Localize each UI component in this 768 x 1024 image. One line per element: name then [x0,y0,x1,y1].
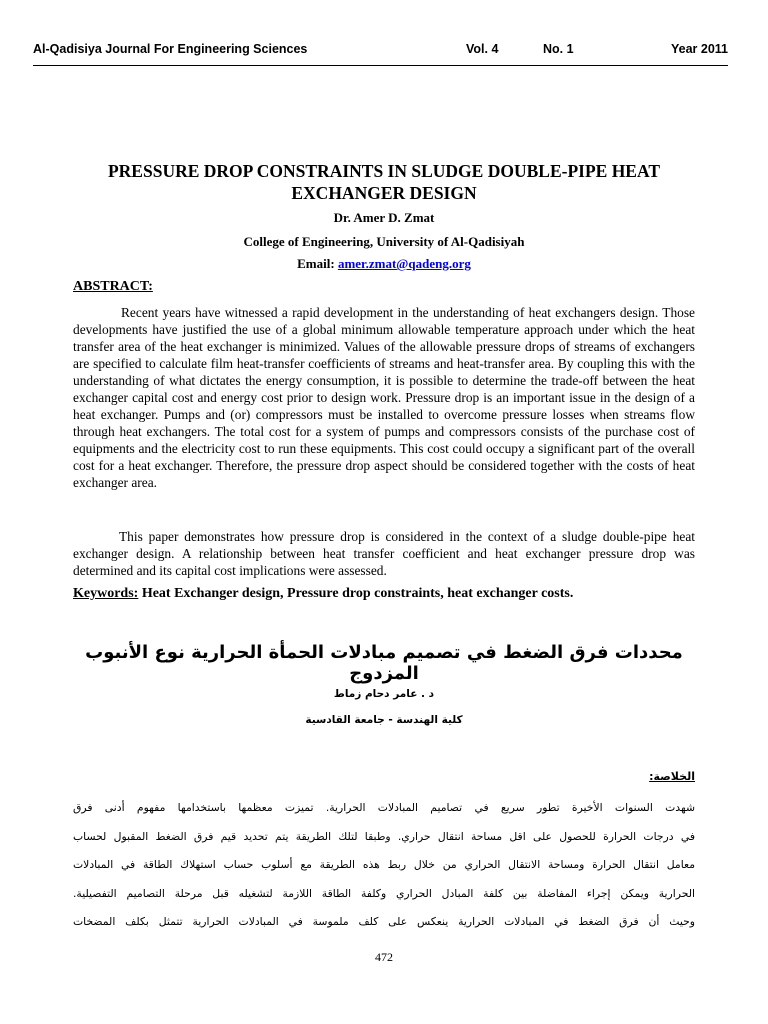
abstract-paragraph-1: Recent years have witnessed a rapid development in the understanding of heat exchangers design. Those developments have justified the use of a global minimum allowable temperature approach under which the heat transfer area of the heat exchanger is minimized. Values of the allowable pressure drops of streams of exchangers are specified to calculate film heat-transfer coefficients of streams and heat-transfer area. By coupling this with the understanding of what dictates the energy consumption, it is possible to determine the trade-off between the heat exchanger capital cost and energy cost prior to design work. Pressure drop is an important issue in the design of a heat exchanger. Pumps and (or) compressors must be installed to overcome pressure losses when streams flow through heat exchangers. The total cost for a system of pumps and compressors consists of the purchase cost of equipments and the electricity cost to run these equipments. This cost could occupy a significant part of the overall cost for a heat exchanger. Therefore, the pressure drop aspect should be considered together with the costs of heat exchanger area. [73,305,695,490]
author-name: Dr. Amer D. Zmat [333,210,435,225]
author-email-line [60,256,708,272]
header-rule [33,65,728,66]
arabic-author: د . عامر دحام زماط [333,688,435,700]
issue-number: No. 1 [543,42,574,56]
arabic-abstract [73,800,695,943]
paper-title: PRESSURE DROP CONSTRAINTS IN SLUDGE DOUBLE-PIPE HEAT EXCHANGER DESIGN [107,161,660,203]
arabic-abstract-line: الحرارية ويمكن إجراء المفاضلة بين كلفة المبادل الحراري وكلفة الطاقة اللازمة لتشغيله قبل مرحلة التصاميم التفصيلية. [73,886,695,900]
author-affiliation: College of Engineering, University of Al-Qadisiyah [243,234,525,249]
keywords-label: Keywords: [73,586,139,601]
page-number: 472 [375,950,393,964]
arabic-abstract-line: معامل انتقال الحرارة ومساحة الانتقال الحراري من خلال ربط هذه الطريقة مع أسلوب حساب استهلاك الطاقة في المبادلات [73,858,695,871]
arabic-abstract-line: وحيث أن فرق الضغط في المبادلات الحرارية ينعكس على كلف ملموسة في المبادلات الحرارية تتمثل بكلف المضخات [73,915,695,928]
keywords-text: Heat Exchanger design, Pressure drop constraints, heat exchanger costs. [141,586,574,601]
email-label: Email: [297,256,335,271]
arabic-abstract-line: شهدت السنوات الأخيرة تطور سريع في تصاميم المبادلات الحرارية. تميزت معظمها باستخدامها مفهوم أدنى فرق [73,801,695,814]
abstract-heading: ABSTRACT: [73,279,153,294]
keywords-line [73,586,695,602]
arabic-title: محددات فرق الضغط في تصميم مبادلات الحمأة الحرارية نوع الأنبوب المزدوج [85,642,683,684]
running-header [33,42,728,60]
arabic-abstract-line: في درجات الحرارة للحصول على اقل مساحة انتقال حراري. وطبقا لتلك الطريقة يتم تحديد قيم فرق الضغط المقبول لحساب [73,829,695,843]
arabic-affiliation: كلية الهندسة - جامعة القادسية [305,714,463,726]
abstract-paragraph-2: This paper demonstrates how pressure drop is considered in the context of a sludge double-pipe heat exchanger design. A relationship between heat transfer coefficient and heat exchanger pressure drop was determined and its capital cost implications were assessed. [73,529,695,578]
volume-number: Vol. 4 [466,42,499,56]
publication-year: Year 2011 [670,42,728,56]
email-link[interactable]: amer.zmat@qadeng.org [337,256,471,271]
journal-name: Al-Qadisiya Journal For Engineering Sciences [33,42,308,56]
arabic-abstract-heading: الخلاصة: [649,770,695,783]
